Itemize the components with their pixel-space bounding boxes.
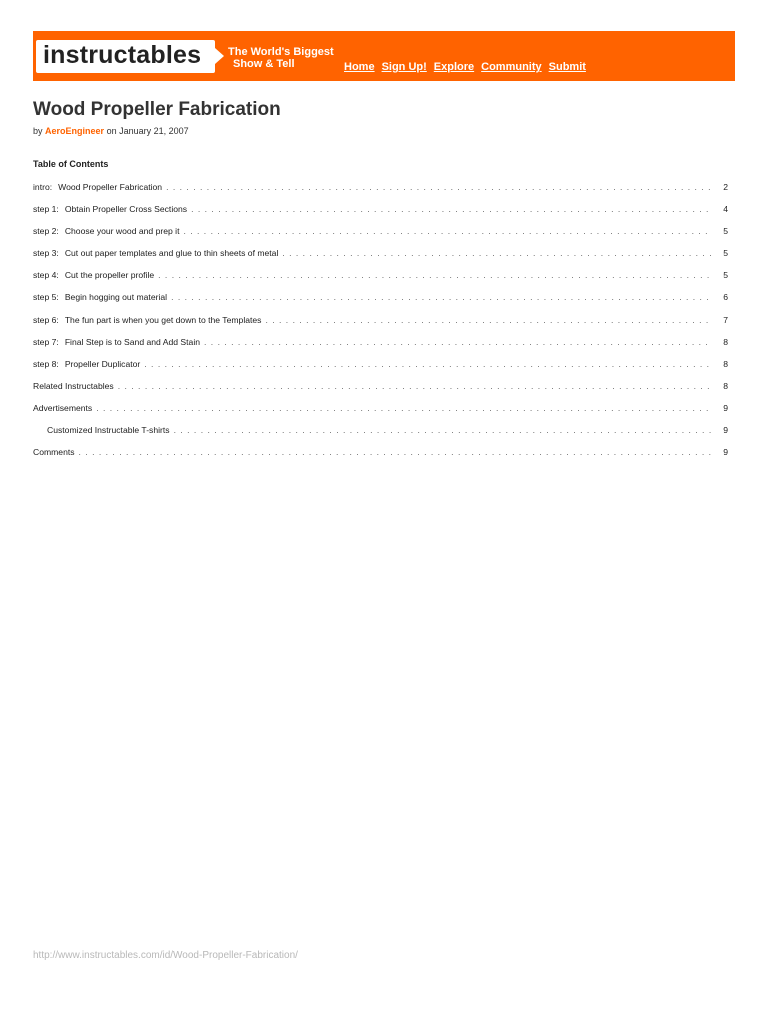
nav-signup-link[interactable]: Sign Up!: [381, 61, 427, 73]
toc-page-number: 7: [723, 314, 728, 325]
toc-label: Obtain Propeller Cross Sections: [64, 204, 188, 215]
toc-page-number: 9: [723, 447, 728, 458]
toc-leader-dots: [118, 381, 712, 391]
toc-leader-dots: [79, 447, 712, 457]
toc-prefix: step 5:: [33, 292, 59, 303]
toc-leader-dots: [96, 403, 712, 413]
nav-explore-link[interactable]: Explore: [433, 61, 475, 73]
tagline-line-2: Show & Tell: [233, 58, 295, 70]
toc-leader-dots: [158, 270, 712, 280]
toc-page-number: 5: [723, 226, 728, 237]
author-link[interactable]: AeroEngineer: [45, 126, 105, 136]
toc-row-step-4[interactable]: [33, 270, 728, 292]
toc-label: Related Instructables: [33, 380, 114, 391]
toc-prefix: intro:: [33, 182, 53, 192]
toc-prefix: step 6:: [33, 314, 59, 325]
nav-home-link[interactable]: Home: [344, 61, 375, 73]
toc-page-number: 6: [723, 292, 728, 303]
byline: [33, 126, 189, 136]
instructables-logo[interactable]: [36, 40, 215, 73]
toc-page-number: 4: [723, 204, 728, 215]
main-nav: [344, 61, 586, 73]
toc-label: Cut out paper templates and glue to thin sheets of metal: [64, 248, 279, 259]
publish-date: on January 21, 2007: [106, 126, 189, 136]
toc-row-step-7[interactable]: [33, 337, 728, 359]
toc-page-number: 5: [723, 248, 728, 259]
toc-label: Propeller Duplicator: [64, 358, 141, 369]
toc-page-number: 8: [723, 380, 728, 391]
toc-page-number: 9: [723, 425, 728, 436]
toc-label: Final Step is to Sand and Add Stain: [64, 336, 201, 347]
toc-label: Choose your wood and prep it: [64, 226, 180, 237]
nav-submit-link[interactable]: Submit: [548, 61, 586, 73]
toc-label: Advertisements: [33, 402, 93, 413]
toc-label: Wood Propeller Fabrication: [58, 182, 163, 192]
toc-prefix: step 1:: [33, 204, 59, 215]
toc-page-number: 8: [723, 336, 728, 347]
toc-prefix: step 8:: [33, 358, 59, 369]
nav-community-link[interactable]: Community: [481, 61, 542, 73]
toc-leader-dots: [174, 425, 712, 435]
toc-leader-dots: [265, 315, 712, 325]
toc-row-customized-tshirts[interactable]: [33, 425, 728, 447]
footer-url[interactable]: http://www.instructables.com/id/Wood-Propeller-Fabrication/: [33, 950, 298, 961]
toc-prefix: step 4:: [33, 270, 59, 281]
site-tagline: [228, 46, 334, 70]
toc-leader-dots: [171, 292, 712, 302]
toc-row-step-3[interactable]: [33, 248, 728, 270]
toc-row-advertisements[interactable]: [33, 403, 728, 425]
toc-leader-dots: [204, 337, 712, 347]
toc-heading: Table of Contents: [33, 159, 109, 169]
toc-row-step-8[interactable]: [33, 359, 728, 381]
toc-page-number: 5: [723, 270, 728, 281]
toc-label: Customized Instructable T-shirts: [47, 425, 170, 436]
table-of-contents: [33, 182, 728, 469]
toc-row-step-2[interactable]: [33, 226, 728, 248]
toc-prefix: step 7:: [33, 336, 59, 347]
toc-leader-dots: [183, 226, 712, 236]
tagline-line-1: The World's Biggest: [228, 46, 334, 58]
logo-text: instructables: [43, 41, 202, 69]
toc-row-related-instructables[interactable]: [33, 381, 728, 403]
toc-row-comments[interactable]: [33, 447, 728, 469]
toc-row-step-6[interactable]: [33, 315, 728, 337]
toc-prefix: step 2:: [33, 226, 59, 237]
toc-row-step-5[interactable]: [33, 292, 728, 314]
toc-row-intro[interactable]: [33, 182, 728, 204]
toc-label: Cut the propeller profile: [64, 270, 155, 281]
toc-leader-dots: [282, 248, 712, 258]
toc-page-number: 8: [723, 358, 728, 369]
toc-leader-dots: [144, 359, 712, 369]
toc-label: Comments: [33, 447, 75, 458]
toc-row-step-1[interactable]: [33, 204, 728, 226]
toc-leader-dots: [166, 182, 712, 192]
site-header-banner: [33, 31, 735, 81]
toc-leader-dots: [191, 204, 712, 214]
page-title: Wood Propeller Fabrication: [33, 99, 281, 120]
toc-prefix: step 3:: [33, 248, 59, 259]
toc-page-number: 9: [723, 402, 728, 413]
by-label: by: [33, 126, 43, 136]
toc-page-number: 2: [723, 182, 728, 192]
toc-label: The fun part is when you get down to the Templates: [64, 314, 262, 325]
toc-label: Begin hogging out material: [64, 292, 168, 303]
